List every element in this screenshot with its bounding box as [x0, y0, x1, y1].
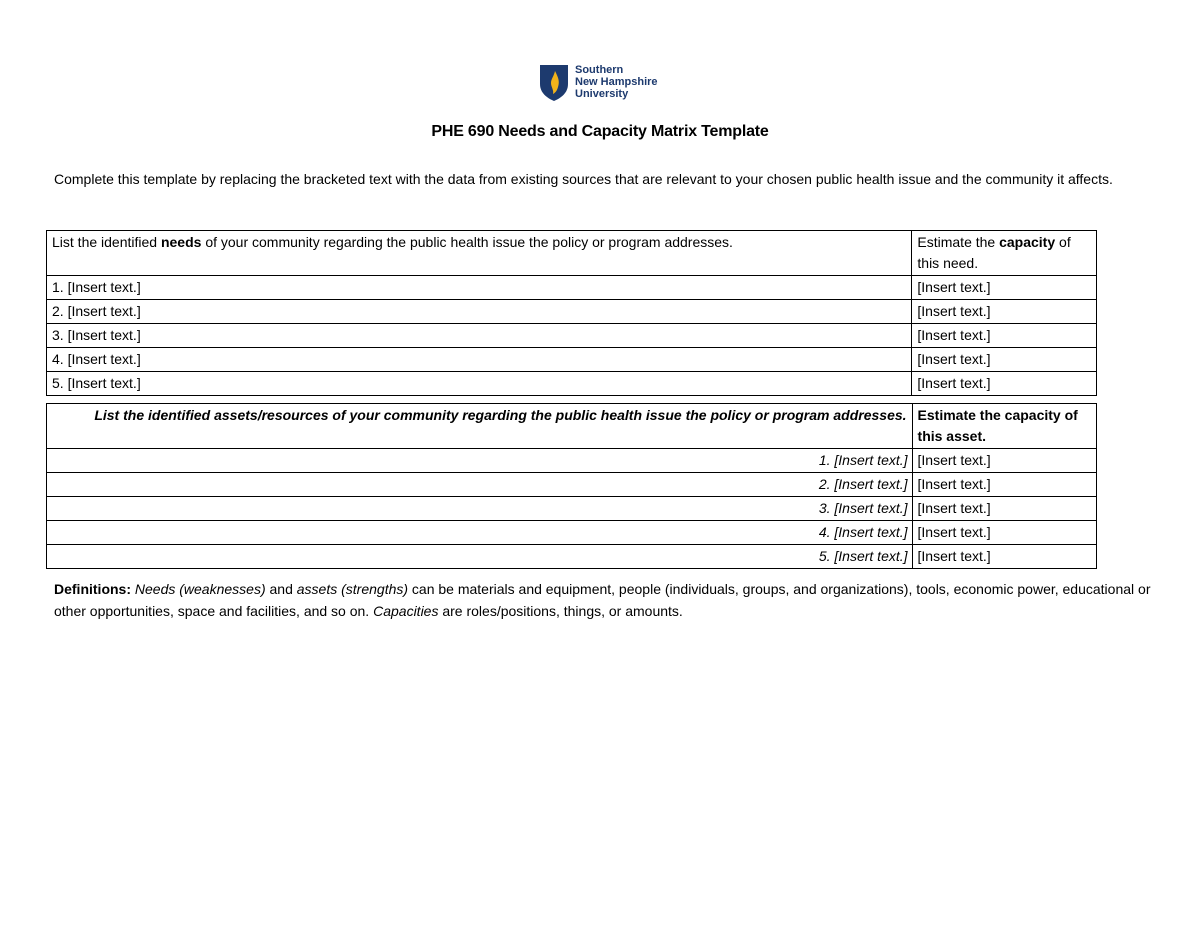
logo-line-2: New Hampshire [575, 76, 658, 88]
table-row [47, 545, 1097, 569]
snhu-logo [539, 64, 669, 104]
intro-paragraph: Complete this template by replacing the bracketed text with the data from existing sources that are relevant to your chosen public health issue and the community it affects. [54, 171, 1113, 187]
table-row [47, 372, 1097, 396]
need-capacity-cell[interactable]: [Insert text.] [912, 276, 1097, 300]
asset-capacity-cell[interactable]: [Insert text.] [912, 497, 1096, 521]
and-text: and [265, 581, 297, 597]
needs-header-left: List the identified needs of your community regarding the public health issue the policy or program addresses. [47, 231, 912, 276]
need-cell[interactable]: 1. [Insert text.] [47, 276, 912, 300]
capacities-term: Capacities [373, 603, 439, 619]
assets-header-row [47, 404, 1097, 449]
logo-line-3: University [575, 88, 629, 100]
need-capacity-cell[interactable]: [Insert text.] [912, 372, 1097, 396]
asset-cell[interactable]: 3. [Insert text.] [47, 497, 913, 521]
needs-term: Needs (weaknesses) [134, 581, 266, 597]
needs-table [46, 230, 1097, 396]
assets-header-right: Estimate the capacity of this asset. [912, 404, 1096, 449]
need-capacity-cell[interactable]: [Insert text.] [912, 348, 1097, 372]
definitions-paragraph [54, 578, 1154, 622]
logo-line-1: Southern [575, 64, 624, 76]
asset-cell[interactable]: 1. [Insert text.] [47, 449, 913, 473]
asset-cell[interactable]: 5. [Insert text.] [47, 545, 913, 569]
table-row [47, 348, 1097, 372]
logo-wordmark [575, 64, 658, 100]
assets-term: assets (strengths) [296, 581, 409, 597]
document-title: PHE 690 Needs and Capacity Matrix Template [431, 123, 769, 140]
asset-cell[interactable]: 4. [Insert text.] [47, 521, 913, 545]
table-row [47, 521, 1097, 545]
table-row [47, 497, 1097, 521]
assets-header-left: List the identified assets/resources of your community regarding the public health issue the policy or program addresses. [47, 404, 913, 449]
table-row [47, 473, 1097, 497]
assets-table [46, 403, 1097, 569]
asset-capacity-cell[interactable]: [Insert text.] [912, 521, 1096, 545]
table-row [47, 449, 1097, 473]
need-cell[interactable]: 3. [Insert text.] [47, 324, 912, 348]
definitions-label: Definitions: [54, 581, 131, 597]
definitions-body: can be materials and equipment, people (individuals, groups, and organizations), tools, economic power, educational or other opportunities, space and facilities, and so on. [54, 581, 1151, 619]
need-capacity-cell[interactable]: [Insert text.] [912, 324, 1097, 348]
shield-flame-icon [539, 64, 569, 102]
need-capacity-cell[interactable]: [Insert text.] [912, 300, 1097, 324]
asset-cell[interactable]: 2. [Insert text.] [47, 473, 913, 497]
table-row [47, 324, 1097, 348]
asset-capacity-cell[interactable]: [Insert text.] [912, 473, 1096, 497]
table-row [47, 300, 1097, 324]
needs-header-right: Estimate the capacity of this need. [912, 231, 1097, 276]
need-cell[interactable]: 5. [Insert text.] [47, 372, 912, 396]
definitions-end: are roles/positions, things, or amounts. [438, 603, 683, 619]
need-cell[interactable]: 2. [Insert text.] [47, 300, 912, 324]
table-row [47, 276, 1097, 300]
need-cell[interactable]: 4. [Insert text.] [47, 348, 912, 372]
asset-capacity-cell[interactable]: [Insert text.] [912, 449, 1096, 473]
asset-capacity-cell[interactable]: [Insert text.] [912, 545, 1096, 569]
needs-header-row [47, 231, 1097, 276]
